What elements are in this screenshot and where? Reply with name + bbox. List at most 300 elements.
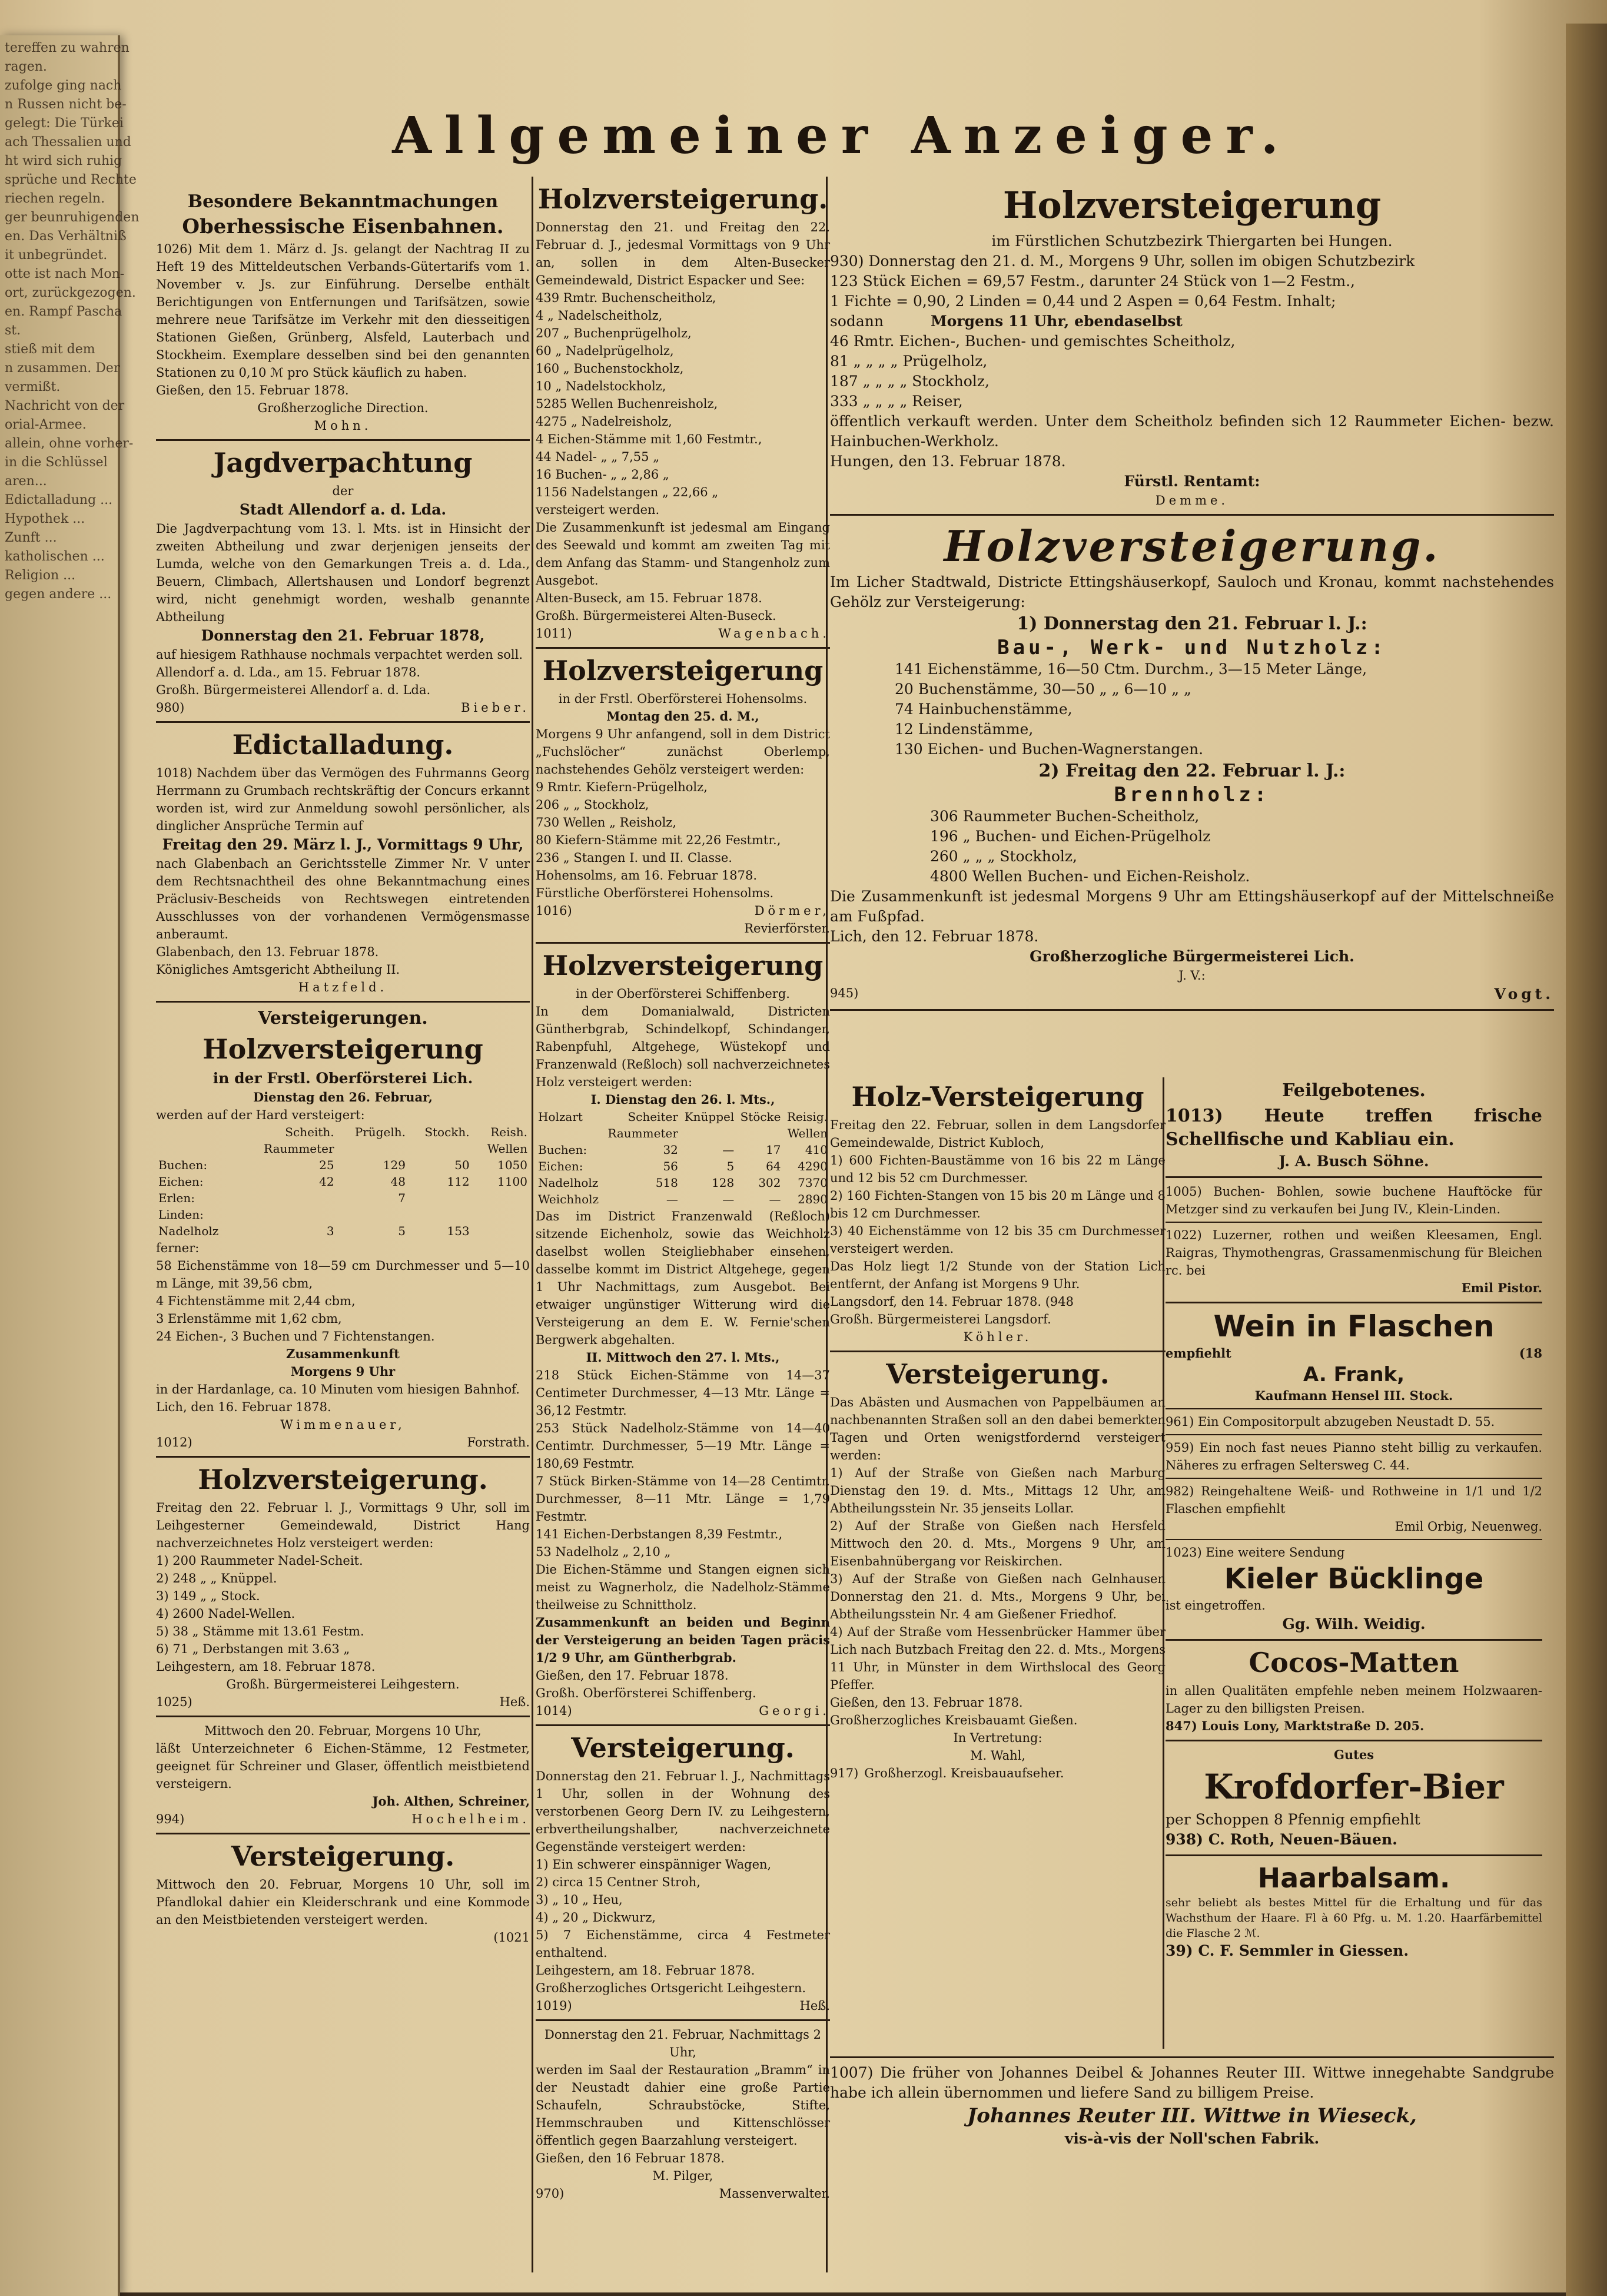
notice-heading: Edictalladung. [232, 729, 454, 761]
list-item: 160 „ Buchenstockholz, [536, 361, 684, 376]
divider [830, 1351, 1166, 1352]
notice-subheading: der [332, 484, 354, 498]
notice-heading: Holzversteigerung. [537, 183, 828, 215]
list-item: 218 Stück Eichen-Stämme von 14—37 Centimeter Durchmesser, 4—13 Mtr. Länge = 36,12 Festmtr. [536, 1368, 830, 1418]
ad-signature: Johannes Reuter III. Wittwe in Wieseck, [967, 2104, 1417, 2128]
notice-signature: Wagenbach. [718, 626, 830, 641]
notice-poplar-pruning [830, 1357, 1166, 1782]
notice-meeting-time: Morgens 9 Uhr [290, 1364, 396, 1379]
notice-wood-auction-hohensolms [536, 653, 830, 937]
notice-wood-auction-schiffenberg [536, 948, 830, 1720]
ad-number: (18 [1519, 1346, 1542, 1361]
footer-ad-sandpit [830, 2052, 1554, 2149]
ad-body: per Schoppen 8 Pfennig empfiehlt [1166, 1811, 1420, 1828]
table-header-cell [408, 1140, 472, 1157]
notice-place: Alten-Buseck, am 15. Februar 1878. [536, 591, 762, 605]
list-item: 4) Auf der Straße vom Hessenbrücker Hammer über Lich nach Butzbach Freitag den 22. d. Mts., Morgens 11 Uhr, in Münster in dem Wirthslocal des Georg Pfeffer. [830, 1625, 1166, 1692]
notice-place: Leihgestern, am 18. Februar 1878. [156, 1660, 376, 1674]
divider [536, 1724, 830, 1726]
list-item: 53 Nadelholz „ 2,10 „ [536, 1545, 671, 1559]
list-item: 2) circa 15 Centner Stroh, [536, 1875, 700, 1889]
notice-wood-auction-leihgestern [156, 1462, 530, 1711]
table-cell: — [666, 1192, 678, 1206]
list-item: 2) 160 Fichten-Stangen von 15 bis 20 m Länge und 8 bis 12 cm Durchmesser. [830, 1189, 1166, 1220]
table-cell [240, 1206, 336, 1223]
notice-subheading: Stadt Allendorf a. d. Lda. [239, 501, 447, 518]
notice-signature: Mohn. [314, 419, 372, 433]
adjacent-page-line: katholischen ... [5, 549, 105, 564]
table-cell: 153 [447, 1224, 470, 1238]
adjacent-page-line: en. Das Verhältniß [5, 229, 127, 244]
list-item: 130 Eichen- und Buchen-Wagnerstangen. [895, 741, 1204, 758]
table-cell: 302 [758, 1176, 781, 1190]
item-list [830, 1152, 1166, 1258]
table-cell: 50 [454, 1158, 470, 1172]
table-header-cell: Scheiter [627, 1110, 678, 1124]
table-cell: 4290 [798, 1159, 828, 1173]
list-item: 4 Eichen-Stämme mit 1,60 Festmtr., [536, 432, 762, 446]
notice-subheading: in der Frstl. Oberförsterei Lich. [213, 1070, 473, 1087]
table-cell [337, 1206, 408, 1223]
list-item: 306 Raummeter Buchen-Scheitholz, [930, 808, 1200, 825]
list-item: 4) „ 20 „ Dickwurz, [536, 1910, 656, 1925]
ad-body: Gutes [1333, 1747, 1374, 1762]
ad-number: 945) [830, 986, 859, 1000]
table-cell: 5 [398, 1224, 406, 1238]
notice-body: Die Zusammenkunft ist jedesmal Morgens 9 Uhr am Ettingshäuserkopf auf der Mittelschneiße am Fußpfad. [830, 888, 1554, 925]
column-rule [532, 177, 533, 2272]
ad-signature: J. A. Busch Söhne. [1279, 1153, 1429, 1170]
table-cell: 128 [712, 1176, 735, 1190]
adjacent-page-line: n zusammen. Der [5, 361, 120, 376]
notice-wood-auction-hungen [830, 183, 1554, 509]
list-item: 5) 7 Eichenstämme, circa 4 Festmeter enthaltend. [536, 1928, 830, 1960]
ad-number: 1012) [156, 1435, 192, 1449]
table-cell: — [769, 1192, 781, 1206]
notice-meeting-time: Morgens 11 Uhr, ebendaselbst [931, 313, 1183, 330]
notice-place: Hungen, den 13. Februar 1878. [830, 453, 1066, 470]
list-item: 141 Eichenstämme, 16—50 Ctm. Durchm., 3—15 Meter Länge, [895, 661, 1367, 678]
notice-place: Gießen, den 16 Februar 1878. [536, 2151, 725, 2165]
ad-body: 1005) Buchen- Bohlen, sowie buchene Hauftöcke für Metzger sind zu verkaufen bei Jung IV., Klein-Linden. [1166, 1185, 1542, 1216]
table-cell: 42 [319, 1174, 334, 1189]
ad-signature: Emil Pistor. [1461, 1280, 1542, 1295]
table-header-cell [156, 1124, 240, 1140]
adjacent-page-line: allein, ohne vorher- [5, 436, 134, 451]
divider [536, 647, 830, 649]
table-header-cell: Wellen [487, 1142, 527, 1156]
notice-heading: Feilgebotenes. [1282, 1080, 1426, 1101]
adjacent-page-line: Edictalladung ... [5, 493, 113, 507]
ad-desk [1166, 1413, 1542, 1431]
table-header-cell: Raummeter [607, 1126, 678, 1140]
divider [156, 1716, 530, 1717]
divider [830, 2056, 1554, 2058]
ad-number: 980) [156, 701, 185, 715]
table-header-cell: Reish. [490, 1125, 527, 1139]
adjacent-page-line: Nachricht von der [5, 399, 125, 413]
divider [1166, 1176, 1542, 1178]
notice-signature: Großh. Bürgermeisterei Langsdorf. [830, 1312, 1051, 1326]
ad-body: ist eingetroffen. [1166, 1598, 1266, 1612]
notice-body: in der Hardanlage, ca. 10 Minuten vom hiesigen Bahnhof. [156, 1382, 520, 1396]
ad-body: 1022) Luzerner, rothen und weißen Kleesamen, Engl. Raigras, Thymothengras, Grassamenmischung für Bleichen rc. bei [1166, 1228, 1542, 1278]
table-cell [408, 1190, 472, 1206]
list-item: 207 „ Buchenprügelholz, [536, 326, 692, 340]
notice-heading: Holz-Versteigerung [851, 1081, 1144, 1113]
section-heading: Versteigerungen. [258, 1008, 428, 1028]
notice-heading: Versteigerung. [231, 1840, 455, 1872]
notice-place: Langsdorf, den 14. Februar 1878. (948 [830, 1295, 1074, 1309]
notice-body: Im Licher Stadtwald, Districte Ettingshäuserkopf, Sauloch und Kronau, kommt nachstehendes Gehölz zur Versteigerung: [830, 573, 1554, 611]
notice-subheading: Bau-, Werk- und Nutzholz: [997, 636, 1387, 659]
table-row [156, 1190, 530, 1206]
notice-railway [156, 191, 530, 434]
wood-table [156, 1124, 530, 1239]
list-item: 333 „ „ „ „ Reiser, [830, 393, 963, 410]
list-item: 196 „ Buchen- und Eichen-Prügelholz [930, 828, 1211, 845]
table-cell: Nadelholz [538, 1176, 599, 1190]
ad-body: 982) Reingehaltene Weiß- und Rothweine in 1/1 und 1/2 Flaschen empfiehlt [1166, 1484, 1542, 1516]
table-cell: 3 [326, 1224, 334, 1238]
table-row [536, 1142, 830, 1158]
adjacent-page-line: gegen andere ... [5, 587, 112, 602]
list-item: 206 „ „ Stockholz, [536, 798, 649, 812]
ad-signature: 938) C. Roth, Neuen-Bäuen. [1166, 1831, 1397, 1848]
ad-piano [1166, 1439, 1542, 1474]
notice-body: nach Glabenbach an Gerichtsstelle Zimmer Nr. V unter dem Rechtsnachtheil des ohne Bekanntmachung eines Präclusiv-Bescheids von Rechtswegen eintretenden Ausschlusses von der vorhandenen Vermögensmasse anberaumt. [156, 857, 530, 941]
ad-body: 961) Ein Compositorpult abzugeben Neustadt D. 55. [1166, 1415, 1495, 1429]
table-cell: 1050 [497, 1158, 527, 1172]
divider [1166, 1222, 1542, 1223]
table-cell: 48 [390, 1174, 406, 1189]
adjacent-page-strip [0, 35, 140, 2296]
notice-wood-auction-alten-buseck [536, 182, 830, 642]
notice-signature: Fürstliche Oberförsterei Hohensolms. [536, 886, 774, 900]
divider [1166, 1408, 1542, 1409]
list-item: 16 Buchen- „ „ 2,86 „ [536, 467, 669, 482]
list-item: 6) 71 „ Derbstangen mit 3.63 „ [156, 1642, 350, 1656]
notice-meeting: Zusammenkunft [286, 1346, 400, 1361]
notice-date: Donnerstag den 21. Februar, Nachmittags 2 Uhr, [544, 2028, 821, 2059]
table-cell: Buchen: [158, 1158, 208, 1172]
adjacent-page-line: ach Thessalien und [5, 135, 131, 150]
notice-place: Glabenbach, den 13. Februar 1878. [156, 945, 379, 959]
list-item: 439 Rmtr. Buchenscheitholz, [536, 291, 716, 305]
ad-signature: A. Frank, [1303, 1363, 1405, 1386]
list-item: 1) 200 Raummeter Nadel-Scheit. [156, 1554, 363, 1568]
table-cell: 1100 [497, 1174, 527, 1189]
notice-body: Mittwoch den 20. Februar, Morgens 10 Uhr, soll im Pfandlokal dahier ein Kleiderschrank und eine Kommode an den Meistbietenden versteigert werden. [156, 1877, 530, 1927]
list-item: 80 Kiefern-Stämme mit 22,26 Festmtr., [536, 833, 781, 847]
list-item: 1156 Nadelstangen „ 22,66 „ [536, 485, 719, 499]
list-item: 44 Nadel- „ „ 7,55 „ [536, 450, 660, 464]
notice-tools-auction [536, 2026, 830, 2202]
list-item: 20 Buchenstämme, 30—50 „ „ 6—10 „ „ [895, 681, 1191, 698]
adjacent-page-line: it unbegründet. [5, 248, 108, 263]
adjacent-page-line: Zunft ... [5, 530, 57, 545]
notice-heading: Oberhessische Eisenbahnen. [182, 215, 504, 238]
list-item: 2) 248 „ „ Knüppel. [156, 1571, 277, 1585]
item-list [536, 289, 830, 501]
table-header-cell [736, 1125, 783, 1142]
notice-body: Das Holz liegt 1/2 Stunde von der Station Lich entfernt, der Anfang ist Morgens 9 Uhr. [830, 1259, 1166, 1291]
notice-heading: Holzversteigerung. [944, 521, 1440, 571]
ad-number: 917) [830, 1766, 859, 1780]
notice-place: Gießen, den 15. Februar 1878. [156, 383, 349, 397]
table-cell: 17 [766, 1143, 781, 1157]
ad-coconut-mats [1166, 1645, 1542, 1735]
notice-meeting: Zusammenkunft an beiden und Beginn der Versteigerung an beiden Tagen präcis 1/2 9 Uhr, am Güntherbgrab. [536, 1615, 830, 1665]
table-row [536, 1158, 830, 1174]
ad-number: 994) [156, 1812, 185, 1826]
table-cell: 129 [383, 1158, 406, 1172]
list-item: 730 Wellen „ Reisholz, [536, 815, 677, 830]
table-cell: 7 [398, 1191, 406, 1205]
ad-beech-planks [1166, 1183, 1542, 1218]
table-cell [408, 1206, 472, 1223]
notice-heading: Versteigerung. [571, 1732, 795, 1764]
ad-kippers [1166, 1544, 1542, 1634]
notice-signature: Revierförster. [744, 921, 830, 935]
table-header-cell: Raummeter [264, 1142, 334, 1156]
notice-date: II. Mittwoch den 27. l. Mts., [586, 1350, 780, 1365]
adjacent-page-line: orial-Armee. [5, 417, 87, 432]
notice-signature: J. V.: [1178, 968, 1206, 983]
divider [1166, 1434, 1542, 1435]
list-item: 5) 38 „ Stämme mit 13.61 Festm. [156, 1624, 364, 1638]
wood-table [536, 1109, 830, 1207]
table-header-cell: Reisig. [786, 1110, 828, 1124]
notice-body: öffentlich verkauft werden. Unter dem Scheitholz befinden sich 12 Raummeter Eichen- bezw. Hainbuchen-Werkholz. [830, 413, 1554, 450]
ad-number: 970) [536, 2186, 565, 2201]
notice-signature: Georgi. [759, 1704, 830, 1718]
notice-oak-auction [156, 1722, 530, 1828]
adjacent-page-line: riechen regeln. [5, 191, 105, 206]
list-item: 236 „ Stangen I. und II. Classe. [536, 851, 732, 865]
table-row [536, 1191, 830, 1207]
notice-place: Lich, den 16. Februar 1878. [156, 1400, 331, 1414]
notice-signature: Großherzogliche Direction. [257, 401, 429, 415]
notice-hunting-lease [156, 446, 530, 716]
divider [1166, 1639, 1542, 1641]
page-title: Allgemeiner Anzeiger. [392, 106, 1291, 165]
notice-signature: Großh. Oberförsterei Schiffenberg. [536, 1686, 756, 1700]
adjacent-page-line: ger beunruhigenden [5, 210, 140, 225]
divider [536, 942, 830, 944]
column-1 [156, 188, 530, 1950]
table-cell [472, 1190, 530, 1206]
divider [1166, 1854, 1542, 1856]
notice-signature: M. Pilger, [652, 2169, 713, 2183]
table-cell: 2890 [798, 1192, 828, 1206]
adjacent-page-line: sprüche und Rechte [5, 172, 137, 187]
item-list [830, 807, 1554, 887]
table-cell: Erlen: [158, 1191, 195, 1205]
notice-body: Die Jagdverpachtung vom 13. l. Mts. ist in Hinsicht der zweiten Abtheilung und zwar derjenigen jenseits der Lumda, welche von den Gemarkungen Treis a. d. Lda., Beuern, Climbach, Allertshausen und Londorf begrenzt wird, nicht genehmigt worden, weshalb genannte Abtheilung [156, 522, 530, 624]
table-cell: — [722, 1143, 735, 1157]
notice-heading: Wein in Flaschen [1213, 1309, 1495, 1343]
list-item: 4275 „ Nadelreisholz, [536, 414, 672, 429]
notice-wood-auction-lich-forestry [156, 1007, 530, 1451]
notice-signature: Großherzogliches Ortsgericht Leihgestern. [536, 1981, 806, 1995]
list-item: 260 „ „ „ Stockholz, [930, 848, 1077, 865]
divider [830, 1009, 1554, 1011]
table-row [156, 1206, 530, 1223]
notice-body: werden auf der Hard versteigert: [156, 1108, 365, 1122]
ad-body: empfiehlt [1166, 1346, 1231, 1361]
ad-fresh-fish [1166, 1080, 1542, 1172]
notice-signature: Dörmer, [754, 904, 830, 918]
list-item: 187 „ „ „ „ Stockholz, [830, 373, 990, 390]
notice-signature: Königliches Amtsgericht Abtheilung II. [156, 963, 400, 977]
notice-signature: Heß. [499, 1695, 530, 1709]
notice-heading: Holzversteigerung [542, 655, 824, 686]
notice-body: Freitag den 22. Februar l. J., Vormittags 9 Uhr, soll im Leihgesterner Gemeindewald, District Hang nachverzeichnetes Holz versteigert werden: [156, 1501, 530, 1550]
notice-signature: Großh. Bürgermeisterei Leihgestern. [226, 1677, 460, 1691]
item-list [830, 271, 1554, 311]
notice-signature: Großherzogliche Bürgermeisterei Lich. [1030, 948, 1354, 965]
notice-date: Dienstag den 26. Februar, [253, 1090, 433, 1104]
adjacent-page-line: gelegt: Die Türkei [5, 116, 124, 131]
table-cell: Buchen: [538, 1143, 587, 1157]
divider [156, 1833, 530, 1834]
notice-heading: Holzversteigerung. [198, 1464, 488, 1495]
notice-signature: Hatzfeld. [298, 980, 388, 994]
list-item: 5285 Wellen Buchenreisholz, [536, 397, 718, 411]
list-item: 123 Stück Eichen = 69,57 Festm., darunter 24 Stück von 1—2 Festm., [830, 273, 1355, 290]
list-item: 1 Fichte = 0,90, 2 Linden = 0,44 und 2 Aspen = 0,64 Festm. Inhalt; [830, 293, 1336, 310]
notice-date: I. Dienstag den 26. l. Mts., [590, 1092, 775, 1107]
table-cell: 32 [663, 1143, 678, 1157]
column-3-wide [830, 180, 1554, 1016]
table-row [156, 1173, 530, 1190]
notice-signature: Joh. Althen, Schreiner, [372, 1794, 530, 1809]
notice-wardrobe-auction [156, 1839, 530, 1946]
table-header-cell: Scheith. [285, 1125, 334, 1139]
ad-number: 1025) [156, 1695, 192, 1709]
adjacent-page-line: Religion ... [5, 568, 76, 583]
table-cell: 56 [663, 1159, 678, 1173]
notice-body: 1026) Mit dem 1. März d. Js. gelangt der Nachtrag II zu Heft 19 des Mitteldeutschen Verbands-Gütertarifs vom 1. November v. Js. zur Einführung. Derselbe enthält Berichtigungen von Entfernungen und Tarifsätzen, sowie mehrere neue Tarifsätze im Verkehr mit den diesseitigen Stationen Gießen, Grünberg, Alsfeld, Lauterbach und Stockheim. Exemplare desselben sind bei den genannten Stationen zu 0,10 ℳ pro Stück käuflich zu haben. [156, 242, 530, 380]
adjacent-page-line: aren... [5, 474, 51, 489]
adjacent-page-line: st. [5, 323, 21, 338]
notice-heading: Krofdorfer-Bier [1204, 1767, 1504, 1807]
adjacent-page-line: tereffen zu wahren [5, 41, 130, 55]
column-2 [536, 180, 830, 2206]
notice-place: Leihgestern, am 18. Februar 1878. [536, 1963, 755, 1978]
notice-body: sodann [830, 313, 884, 330]
table-cell: Linden: [158, 1207, 204, 1222]
notice-subheading: in der Oberförsterei Schiffenberg. [576, 987, 790, 1001]
notice-signature: Hochelheim. [411, 1812, 530, 1826]
list-item: 74 Hainbuchenstämme, [895, 701, 1073, 718]
adjacent-page-line: n Russen nicht be- [5, 97, 127, 112]
ad-hair-balsam [1166, 1861, 1542, 1961]
list-item: 10 „ Nadelstockholz, [536, 379, 666, 393]
notice-heading: Cocos-Matten [1249, 1647, 1459, 1678]
divider [156, 439, 530, 441]
notice-heading: Holzversteigerung [202, 1033, 483, 1065]
item-list [536, 778, 830, 867]
table-header-cell: Stockh. [424, 1125, 470, 1139]
ad-number: 1019) [536, 1999, 572, 2013]
notice-signature: Demme. [1155, 493, 1229, 507]
notice-body: Das im District Franzenwald (Reßloch) sitzende Eichenholz, sowie das Weichholz daselbst wollen Steigliebhaber einsehen, dasselbe kommt im District Altgehege, gegen 1 Uhr Nachmittags, zum Ausgebot. Bei etwaiger ungünstiger Witterung wird die Versteigerung an dem E. W. Fernie'schen Bergwerk abgehalten. [536, 1209, 830, 1347]
notice-signature: Forstrath. [467, 1435, 530, 1449]
list-item: 3) Auf der Straße von Gießen nach Gelnhausen Donnerstag den 21. d. Mts., Morgens 9 Uhr, bei Abtheilungsstein Nr. 4 am Gießener Friedhof. [830, 1572, 1166, 1621]
table-header-row [156, 1140, 530, 1157]
list-item: 4800 Wellen Buchen- und Eichen-Reisholz. [930, 868, 1250, 885]
table-header-cell [680, 1125, 736, 1142]
notice-signature: M. Wahl, [969, 1748, 1026, 1763]
notice-body: werden im Saal der Restauration „Bramm“ in der Neustadt dahier eine große Partie Schaufeln, Schraubstöcke, Stifte, Hemmschrauben und Kittenschlösser öffentlich gegen Baarzahlung versteigert. [536, 2063, 830, 2148]
adjacent-page-line: in die Schlüssel [5, 455, 108, 470]
column-3-lower [830, 1077, 1166, 1786]
notice-heading: Haarbalsam. [1257, 1862, 1450, 1894]
adjacent-page-text [0, 35, 140, 608]
notice-signature: Großherzogliches Kreisbauamt Gießen. [830, 1713, 1078, 1727]
item-list [536, 1856, 830, 1962]
table-cell: Weichholz [538, 1192, 599, 1206]
table-header-cell: Stöcke [740, 1110, 781, 1124]
ad-signature: Gg. Wilh. Weidig. [1282, 1615, 1426, 1633]
notice-estate-auction [536, 1731, 830, 2015]
table-cell [240, 1190, 336, 1206]
table-row [536, 1174, 830, 1191]
notice-place: Allendorf a. d. Lda., am 15. Februar 1878. [156, 665, 421, 679]
notice-date: Montag den 25. d. M., [606, 709, 759, 724]
list-item: 12 Lindenstämme, [895, 721, 1034, 738]
table-cell: 25 [319, 1158, 334, 1172]
table-cell: 7370 [798, 1176, 828, 1190]
adjacent-page-line: en. Rampf Pascha [5, 304, 122, 319]
table-header-cell [337, 1140, 408, 1157]
table-cell: Eichen: [158, 1174, 204, 1189]
ad-signature: 39) C. F. Semmler in Giessen. [1166, 1942, 1409, 1959]
notice-subheading: Brennholz: [1114, 783, 1270, 807]
notice-body: ferner: 58 Eichenstämme von 18—59 cm Durchmesser und 5—10 m Länge, mit 39,56 cbm, 4 Fichtenstämme mit 2,44 cbm, 3 Erlenstämme mit 1,62 cbm, 24 Eichen-, 3 Buchen und 7 Fichtenstangen. [156, 1241, 530, 1343]
ad-bottled-wine [1166, 1308, 1542, 1405]
table-cell [472, 1206, 530, 1223]
divider [1166, 1302, 1542, 1303]
table-header-row [156, 1124, 530, 1140]
list-item: 1) Auf der Straße von Gießen nach Marburg Dienstag den 19. d. Mts., Mittags 12 Uhr, am Abtheilungsstein Nr. 35 jenseits Lollar. [830, 1466, 1166, 1515]
table-header-cell: Knüppel [684, 1110, 735, 1124]
notice-date: Donnerstag den 21. Februar 1878, [201, 627, 485, 644]
notice-heading: Kieler Bücklinge [1224, 1562, 1484, 1595]
list-item: 3) 40 Eichenstämme von 12 bis 35 cm Durchmesser versteigert werden. [830, 1224, 1166, 1256]
table-header-cell [156, 1140, 240, 1157]
adjacent-page-line: ort, zurückgezogen. [5, 286, 136, 300]
notice-heading: Besondere Bekanntmachungen [187, 191, 499, 212]
page-edge [1566, 24, 1607, 2296]
notice-body: versteigert werden. Die Zusammenkunft ist jedesmal am Eingang des Seewald und kommt am zweiten Tag mit dem Anfang das Stamm- und Stangenholz zum Ausgebot. [536, 503, 830, 588]
notice-body: Das Abästen und Ausmachen von Pappelbäumen an nachbenannten Straßen soll an den dabei bemerkten Tagen und Orten wenigstfordernd versteigert werden: [830, 1395, 1166, 1462]
notice-signature: Bieber. [461, 701, 530, 715]
list-item: 60 „ Nadelprügelholz, [536, 344, 674, 358]
notice-body: Donnerstag den 21. Februar l. J., Nachmittags 1 Uhr, sollen in der Wohnung des verstorbenen Georg Dern IV. zu Leihgestern, erbvertheilungshalber, nachverzeichnete Gegenstände versteigert werden: [536, 1769, 830, 1854]
divider [156, 1456, 530, 1458]
table-cell: Eichen: [538, 1159, 583, 1173]
notice-signature: Köhler. [963, 1330, 1032, 1344]
notice-signature: Fürstl. Rentamt: [1124, 473, 1260, 490]
ad-clover-seed [1166, 1226, 1542, 1297]
table-cell: 5 [726, 1159, 735, 1173]
list-item: 81 „ „ „ „ Prügelholz, [830, 353, 988, 370]
notice-body: läßt Unterzeichneter 6 Eichen-Stämme, 12 Festmeter, geeignet für Schreiner und Glaser, öffentlich meistbietend versteigern. [156, 1741, 530, 1791]
table-header-cell: Prügelh. [354, 1125, 406, 1139]
